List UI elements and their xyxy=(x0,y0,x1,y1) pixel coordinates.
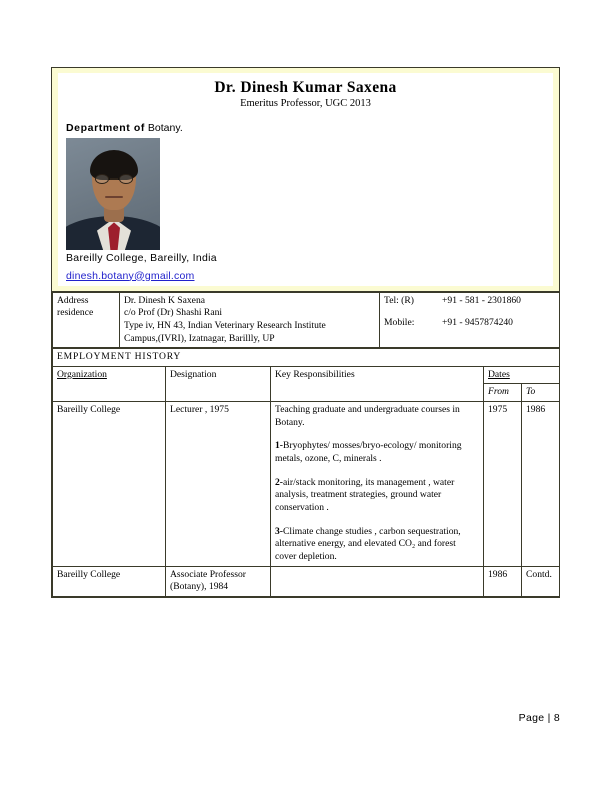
table-row xyxy=(53,402,560,567)
email-link[interactable]: dinesh.botany@gmail.com xyxy=(66,269,195,282)
address-label-cell xyxy=(53,292,120,348)
department-line xyxy=(66,122,545,134)
row-organization: Bareilly College xyxy=(53,402,166,567)
row-organization: Bareilly College xyxy=(53,566,166,596)
table-row xyxy=(53,292,560,348)
employment-section-title-row xyxy=(53,349,560,367)
column-header-dates: Dates xyxy=(484,366,560,384)
row-designation: Lecturer , 1975 xyxy=(166,402,271,567)
responsibility-item: 1-Bryophytes/ mosses/bryo-ecology/ monitoring metals, ozone, C, minerals . xyxy=(275,440,462,465)
address-label-line1: Address xyxy=(57,294,89,306)
phone-cell xyxy=(380,292,560,348)
address-line-1: Dr. Dinesh K Saxena xyxy=(124,294,205,306)
row-from: 1986 xyxy=(484,566,522,596)
mobile-value: +91 - 9457874240 xyxy=(442,317,513,329)
phone-spacer xyxy=(384,307,555,317)
page-title: Dr. Dinesh Kumar Saxena xyxy=(214,79,397,96)
column-header-organization: Organization xyxy=(53,366,166,401)
row-responsibilities xyxy=(271,566,484,596)
affiliation-line: Bareilly College, Bareilly, India xyxy=(66,252,217,265)
row-to: 1986 xyxy=(522,402,560,567)
address-line-2: c/o Prof (Dr) Shashi Rani xyxy=(124,307,223,319)
column-header-designation: Designation xyxy=(166,366,271,401)
page-subtitle: Emeritus Professor, UGC 2013 xyxy=(240,97,371,109)
address-line-4: Campus,(IVRI), Izatnagar, Barillly, UP xyxy=(124,332,275,344)
mobile-row xyxy=(384,317,555,330)
tel-row xyxy=(384,295,555,308)
responsibility-item: Teaching graduate and undergraduate courses in Botany. xyxy=(275,404,460,428)
department-value: Botany. xyxy=(147,122,183,135)
mobile-label: Mobile: xyxy=(384,317,415,329)
employment-history-table xyxy=(52,348,560,597)
employment-header-row xyxy=(53,366,560,384)
column-header-to: To xyxy=(522,384,560,402)
tel-label: Tel: (R) xyxy=(384,294,414,306)
column-header-from: From xyxy=(484,384,522,402)
header-block xyxy=(52,68,559,292)
address-line-3: Type iv, HN 43, Indian Veterinary Research Institute xyxy=(124,319,326,331)
row-from: 1975 xyxy=(484,402,522,567)
column-header-responsibilities: Key Responsibilities xyxy=(271,366,484,401)
row-designation: Associate Professor (Botany), 1984 xyxy=(166,566,271,596)
glasses-icon xyxy=(94,174,134,184)
row-responsibilities xyxy=(271,402,484,567)
header-inner xyxy=(58,73,553,286)
responsibility-item: 2-air/stack monitoring, its management , water analysis, treatment strategies, ground water conservation . xyxy=(275,476,455,514)
address-label-line2: residence xyxy=(57,307,94,319)
table-row xyxy=(53,566,560,596)
tel-value: +91 - 581 - 2301860 xyxy=(442,294,521,306)
responsibility-item: 3-Climate change studies , carbon sequestration, alternative energy, and elevated CO₂ and forest cover depletion. xyxy=(275,525,461,563)
portrait-photo xyxy=(66,138,160,250)
department-label: Department of xyxy=(66,122,145,135)
contact-table xyxy=(52,292,560,349)
employment-section-title: EMPLOYMENT HISTORY xyxy=(53,349,560,367)
cv-table-frame xyxy=(51,67,560,598)
address-value-cell xyxy=(120,292,380,348)
row-to: Contd. xyxy=(522,566,560,596)
page-footer: Page | 8 xyxy=(518,712,560,724)
